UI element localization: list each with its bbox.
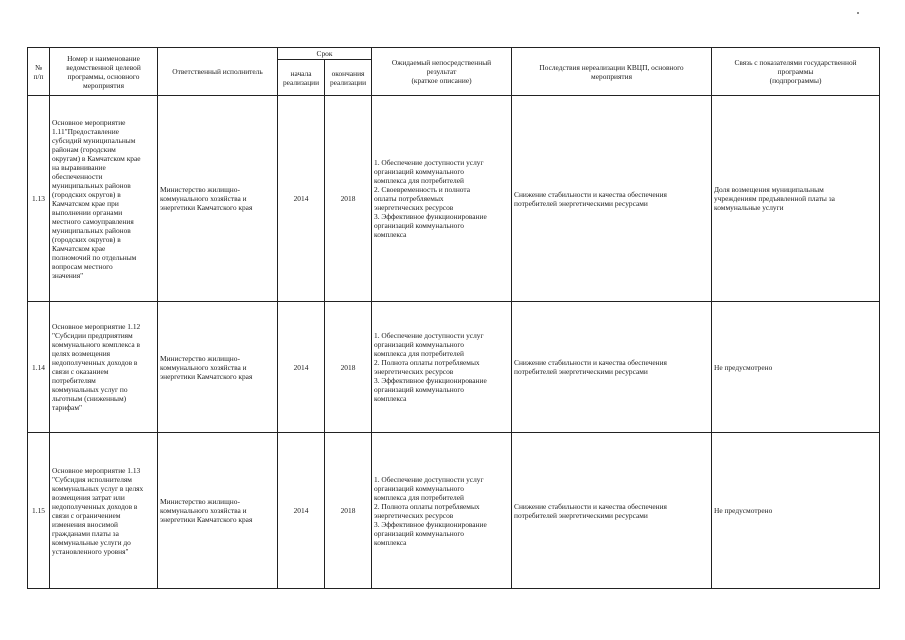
- row-link: [712, 96, 880, 302]
- row-link-text: [714, 185, 877, 212]
- text-line: муниципальных районов: [52, 180, 131, 190]
- text-line: округам) в Камчатском крае: [52, 153, 141, 163]
- text-line: энергетики Камчатского края: [160, 371, 253, 381]
- text-line: 3. Эффективное функционирование: [374, 376, 487, 385]
- text-line: Снижение стабильности и качества обеспечения: [514, 501, 667, 511]
- row-result: [372, 96, 512, 302]
- text-line: 1. Обеспечение доступности услуг: [374, 474, 484, 484]
- header-name: [50, 48, 158, 96]
- row-name-text: [52, 466, 155, 556]
- row-executor-text: [160, 497, 275, 524]
- row-consequences: [512, 302, 712, 433]
- row-start: [278, 302, 325, 433]
- text-line: потребителей энергетическими ресурсами: [514, 198, 648, 208]
- text-line: окончания: [331, 68, 365, 78]
- header-consequences: [512, 48, 712, 96]
- text-line: ведомственной целевой: [66, 62, 141, 72]
- text-line: мероприятия: [83, 80, 124, 90]
- row-link-text: [714, 363, 877, 372]
- text-line: реализации: [329, 77, 367, 87]
- row-link: [712, 302, 880, 433]
- row-num-text: 1.13: [32, 194, 45, 203]
- text-line: (подпрограммы): [769, 76, 822, 85]
- row-start: [278, 433, 325, 589]
- row-name: [50, 96, 158, 302]
- text-line: организаций коммунального: [374, 167, 464, 176]
- text-line: коммунальные услуги: [714, 203, 784, 212]
- row-executor: [158, 96, 278, 302]
- text-line: №: [34, 62, 43, 72]
- table-header: [28, 48, 880, 96]
- text-line: гражданами платы за: [52, 528, 119, 538]
- text-line: комплекса: [374, 230, 407, 239]
- text-line: Снижение стабильности и качества обеспечения: [514, 189, 667, 199]
- text-line: комплекса для потребителей: [374, 349, 464, 358]
- text-line: коммунального хозяйства и: [160, 506, 247, 515]
- text-line: энергетических ресурсов: [374, 367, 454, 376]
- text-line: 2. Своевременность и полнота: [374, 185, 470, 194]
- text-line: на выравнивание: [52, 162, 106, 172]
- row-result: [372, 433, 512, 589]
- text-line: Основное мероприятие: [52, 117, 126, 127]
- text-line: тарифам": [52, 403, 83, 412]
- text-line: 1.11"Предоставление: [52, 126, 119, 136]
- text-line: Основное мероприятие 1.12: [52, 322, 141, 331]
- row-start: [278, 96, 325, 302]
- table-row: [28, 302, 880, 433]
- text-line: Министерство жилищно-: [160, 185, 240, 194]
- text-line: 2. Полнота оплаты потребляемых: [374, 358, 480, 367]
- table-row: [28, 96, 880, 302]
- text-line: коммунального комплекса в: [52, 340, 140, 349]
- text-line: организаций коммунального: [374, 221, 464, 230]
- row-executor: [158, 302, 278, 433]
- header-end-text: [327, 69, 369, 87]
- text-line: Камчатском крае: [52, 243, 106, 253]
- text-line: комплекса: [374, 394, 407, 403]
- text-line: районам (городским: [52, 144, 116, 154]
- text-line: реализации: [282, 77, 320, 87]
- row-num: [28, 433, 50, 589]
- header-num-text: [30, 63, 47, 81]
- text-line: недополученных доходов в: [52, 501, 138, 511]
- text-line: Камчатском крае при: [52, 198, 119, 208]
- header-name-text: [52, 54, 155, 90]
- text-line: местного самоуправления: [52, 216, 134, 226]
- text-line: льготным (сниженным): [52, 394, 127, 403]
- text-line: коммунальных услуг в целях: [52, 483, 144, 493]
- row-name: [50, 302, 158, 433]
- text-line: Основное мероприятие 1.13: [52, 465, 141, 475]
- row-link-text: [714, 506, 877, 515]
- text-line: обеспеченности: [52, 171, 103, 181]
- row-num-text: 1.15: [32, 506, 45, 515]
- row-start-text: 2014: [293, 362, 309, 372]
- text-line: потребителей энергетическими ресурсами: [514, 510, 648, 520]
- row-end: [325, 433, 372, 589]
- text-line: программы, основного: [67, 71, 140, 81]
- text-line: организаций коммунального: [374, 385, 464, 394]
- row-end: [325, 96, 372, 302]
- row-name-text: [52, 118, 155, 280]
- text-line: результат: [426, 67, 457, 76]
- row-num: [28, 96, 50, 302]
- text-line: значения": [52, 270, 84, 280]
- text-line: учреждениям предъявленной платы за: [714, 194, 835, 203]
- text-line: изменения вносимой: [52, 519, 119, 529]
- row-link: [712, 433, 880, 589]
- header-executor: [158, 48, 278, 96]
- row-result-text: [374, 331, 509, 403]
- row-result-text: [374, 475, 509, 547]
- header-start-text: [280, 69, 322, 87]
- text-line: коммунального хозяйства и: [160, 362, 247, 372]
- header-executor-text: [160, 67, 275, 76]
- text-line: Снижение стабильности и качества обеспечения: [514, 358, 667, 367]
- header-link: [712, 48, 880, 96]
- text-line: комплекса для потребителей: [374, 492, 464, 502]
- text-line: Не предусмотрено: [714, 362, 773, 372]
- text-line: Ожидаемый непосредственный: [391, 58, 492, 67]
- row-consequences-text: [514, 502, 709, 520]
- row-executor: [158, 433, 278, 589]
- text-line: Последствия нереализации КВЦП, основного: [539, 62, 684, 72]
- row-consequences-text: [514, 358, 709, 376]
- row-name-text: [52, 322, 155, 412]
- text-line: комплекса: [374, 537, 407, 547]
- scan-speck: [857, 12, 859, 14]
- text-line: Доля возмещения муниципальным: [714, 185, 824, 194]
- text-line: коммунального хозяйства и: [160, 194, 247, 203]
- text-line: начала: [290, 68, 312, 78]
- measures-table: [27, 47, 880, 589]
- text-line: потребителям: [52, 376, 96, 385]
- text-line: Связь с показателями государственной: [734, 58, 857, 67]
- row-result: [372, 302, 512, 433]
- text-line: субсидий муниципальным: [52, 135, 136, 145]
- text-line: Ответственный исполнитель: [172, 67, 263, 76]
- text-line: целях возмещения: [52, 349, 111, 358]
- text-line: возмещения затрат или: [52, 492, 125, 502]
- text-line: Срок: [316, 49, 333, 58]
- text-line: 1. Обеспечение доступности услуг: [374, 158, 484, 167]
- header-start: [278, 60, 325, 96]
- text-line: (городских округов) в: [52, 234, 121, 244]
- row-executor-text: [160, 354, 275, 381]
- row-start-text: 2014: [293, 506, 309, 515]
- text-line: организаций коммунального: [374, 340, 464, 349]
- text-line: 2. Полнота оплаты потребляемых: [374, 501, 480, 511]
- row-num-text: 1.14: [32, 362, 45, 372]
- text-line: п/п: [33, 71, 44, 81]
- text-line: "Субсидия исполнителям: [52, 474, 132, 484]
- header-num: [28, 48, 50, 96]
- text-line: связи с ограничением: [52, 510, 121, 520]
- text-line: 1. Обеспечение доступности услуг: [374, 331, 484, 340]
- text-line: (городских округов) в: [52, 189, 121, 199]
- text-line: муниципальных районов: [52, 225, 131, 235]
- text-line: "Субсидии предприятиям: [52, 331, 133, 340]
- text-line: программы: [777, 67, 814, 76]
- text-line: энергетики Камчатского края: [160, 203, 253, 212]
- text-line: полномочий по отдельным: [52, 252, 137, 262]
- text-line: вопросам местного: [52, 261, 113, 271]
- header-result: [372, 48, 512, 96]
- text-line: Министерство жилищно-: [160, 353, 240, 363]
- text-line: коммунальные услуги до: [52, 537, 131, 547]
- text-line: Не предусмотрено: [714, 506, 773, 515]
- text-line: оплаты потребляемых: [374, 194, 444, 203]
- header-link-text: [714, 58, 877, 85]
- header-term: [278, 48, 372, 60]
- row-end: [325, 302, 372, 433]
- row-result-text: [374, 158, 509, 239]
- text-line: связи с оказанием: [52, 367, 109, 376]
- text-line: 3. Эффективное функционирование: [374, 212, 487, 221]
- text-line: (краткое описание): [411, 76, 472, 85]
- text-line: мероприятия: [591, 71, 632, 81]
- row-num: [28, 302, 50, 433]
- text-line: коммунальных услуг по: [52, 385, 128, 394]
- text-line: 3. Эффективное функционирование: [374, 519, 487, 529]
- table-body: [28, 96, 880, 589]
- header-consequences-text: [514, 63, 709, 81]
- row-executor-text: [160, 185, 275, 212]
- text-line: Номер и наименование: [67, 53, 140, 63]
- text-line: организаций коммунального: [374, 483, 464, 493]
- row-consequences: [512, 96, 712, 302]
- row-end-text: 2018: [340, 194, 356, 203]
- table-row: [28, 433, 880, 589]
- row-consequences: [512, 433, 712, 589]
- text-line: комплекса для потребителей: [374, 176, 464, 185]
- header-end: [325, 60, 372, 96]
- row-consequences-text: [514, 190, 709, 208]
- text-line: выполнении органами: [52, 207, 123, 217]
- text-line: энергетики Камчатского края: [160, 515, 253, 524]
- row-end-text: 2018: [340, 362, 356, 372]
- text-line: энергетических ресурсов: [374, 510, 454, 520]
- text-line: Министерство жилищно-: [160, 497, 240, 506]
- header-term-text: [280, 49, 369, 58]
- row-start-text: 2014: [293, 194, 309, 203]
- text-line: установленного уровня": [52, 546, 129, 556]
- row-end-text: 2018: [340, 506, 356, 515]
- text-line: организаций коммунального: [374, 528, 464, 538]
- text-line: потребителей энергетическими ресурсами: [514, 367, 648, 376]
- row-name: [50, 433, 158, 589]
- header-result-text: [374, 58, 509, 85]
- text-line: недополученных доходов в: [52, 358, 138, 367]
- text-line: энергетических ресурсов: [374, 203, 454, 212]
